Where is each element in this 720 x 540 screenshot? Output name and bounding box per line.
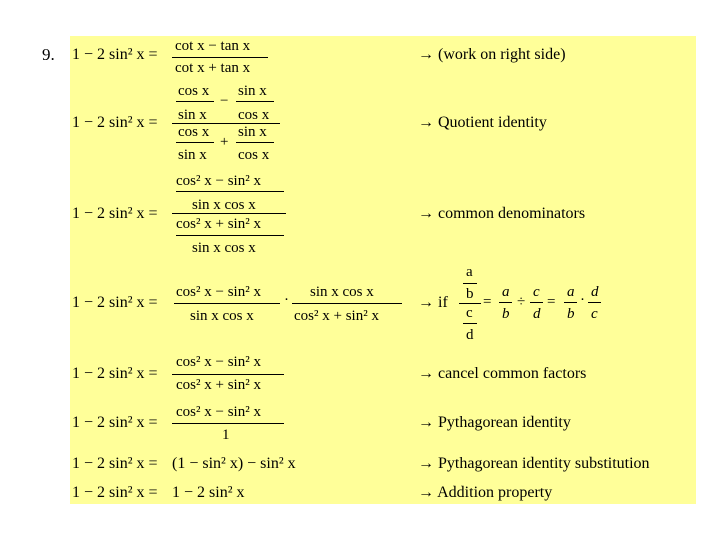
cf-ab-bar xyxy=(463,283,477,284)
rule2-d: d xyxy=(591,284,599,300)
step2-b-num: sin x xyxy=(238,83,267,99)
step4-reason-if: → if xyxy=(418,294,448,311)
step6-reason: → Pythagorean identity xyxy=(418,414,571,431)
step3-bot-num: cos² x + sin² x xyxy=(176,216,261,232)
step4-f1-num: cos² x − sin² x xyxy=(176,284,261,300)
step3-top-bar xyxy=(176,191,284,192)
rule2-ab-bar xyxy=(564,302,577,303)
step2-a-den: sin x xyxy=(178,107,207,123)
step7-rhs: (1 − sin² x) − sin² x xyxy=(172,455,296,472)
step2-minus: − xyxy=(220,93,229,109)
rule2-a: a xyxy=(567,284,575,300)
step2-c-den: sin x xyxy=(178,147,207,163)
step3-top-num: cos² x − sin² x xyxy=(176,173,261,189)
step7-reason: → Pythagorean identity substitution xyxy=(418,455,650,472)
rule2-b: b xyxy=(567,306,575,322)
rule-ab-bar xyxy=(499,302,512,303)
step2-d-den: cos x xyxy=(238,147,270,163)
step4-lhs: 1 − 2 sin² x = xyxy=(72,294,158,311)
eq-2: = xyxy=(547,294,556,310)
rule-d: d xyxy=(533,306,541,322)
cf-b: b xyxy=(466,286,474,302)
problem-number: 9. xyxy=(42,45,55,64)
step4-f2-num: sin x cos x xyxy=(310,284,374,300)
cf-cd-bar xyxy=(463,323,477,324)
rule-a: a xyxy=(502,284,510,300)
step8-reason: → Addition property xyxy=(418,484,553,501)
step1-lhs: 1 − 2 sin² x = xyxy=(72,46,158,63)
step4-f1-bar xyxy=(174,303,280,304)
step2-lhs: 1 − 2 sin² x = xyxy=(72,114,158,131)
step4-f2-den: cos² x + sin² x xyxy=(294,308,379,324)
step5-reason: → cancel common factors xyxy=(418,365,587,382)
step2-a-num: cos x xyxy=(178,83,210,99)
step1-fraction-bar xyxy=(172,57,268,58)
step1-reason: → (work on right side) xyxy=(418,46,566,63)
step2-c-num: cos x xyxy=(178,124,210,140)
step4-dot: · xyxy=(284,292,289,308)
div-sign: ÷ xyxy=(517,294,526,310)
rule2-dc-bar xyxy=(588,302,601,303)
step5-bar xyxy=(172,374,284,375)
worksheet-panel xyxy=(70,36,696,504)
step3-top-den: sin x cos x xyxy=(192,197,256,213)
step6-lhs: 1 − 2 sin² x = xyxy=(72,414,158,431)
step1-numerator: cot x − tan x xyxy=(175,38,251,54)
step2-d-bar xyxy=(236,142,274,143)
step3-bot-den: sin x cos x xyxy=(192,240,256,256)
step2-c-bar xyxy=(176,142,214,143)
cf-d: d xyxy=(466,327,474,343)
step2-b-bar xyxy=(236,101,274,102)
step5-den: cos² x + sin² x xyxy=(176,377,261,393)
step4-f1-den: sin x cos x xyxy=(190,308,254,324)
step3-main-bar xyxy=(172,213,286,214)
step8-lhs: 1 − 2 sin² x = xyxy=(72,484,158,501)
step7-lhs: 1 − 2 sin² x = xyxy=(72,455,158,472)
step3-reason: → common denominators xyxy=(418,205,586,222)
step2-b-den: cos x xyxy=(238,107,270,123)
eq-1: = xyxy=(483,294,492,310)
step3-bot-bar xyxy=(176,235,284,236)
step2-reason: → Quotient identity xyxy=(418,114,547,131)
step3-lhs: 1 − 2 sin² x = xyxy=(72,205,158,222)
rule-cd-bar xyxy=(530,302,543,303)
step4-f2-bar xyxy=(292,303,402,304)
step2-a-bar xyxy=(176,101,214,102)
rule2-c: c xyxy=(591,306,598,322)
rule-c: c xyxy=(533,284,540,300)
step2-d-num: sin x xyxy=(238,124,267,140)
step6-num: cos² x − sin² x xyxy=(176,404,261,420)
cf-c: c xyxy=(466,305,473,321)
step2-plus: + xyxy=(220,134,229,150)
step6-bar xyxy=(172,423,284,424)
step6-den: 1 xyxy=(222,427,230,443)
step5-num: cos² x − sin² x xyxy=(176,354,261,370)
step5-lhs: 1 − 2 sin² x = xyxy=(72,365,158,382)
step8-rhs: 1 − 2 sin² x xyxy=(172,484,245,501)
step1-denominator: cot x + tan x xyxy=(175,60,251,76)
mul-dot: · xyxy=(580,292,585,308)
rule-b: b xyxy=(502,306,510,322)
cf-a: a xyxy=(466,264,473,280)
